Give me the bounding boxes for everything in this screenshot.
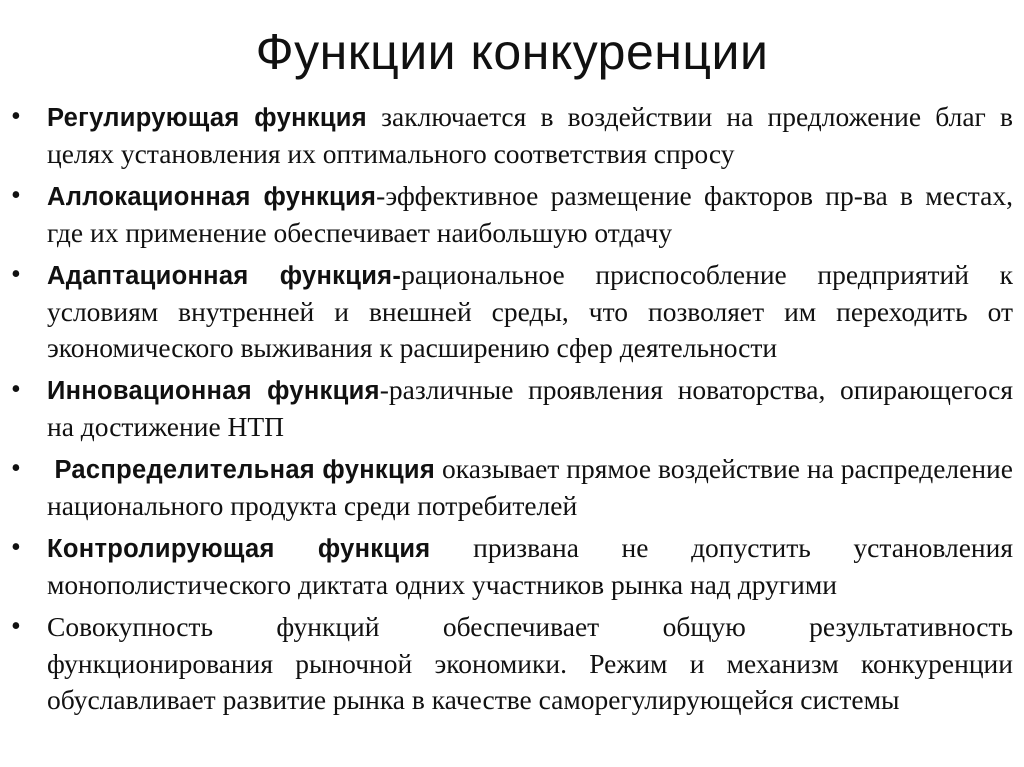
slide-title: Функции конкуренции [255, 24, 769, 80]
bullet-icon: • [11, 611, 21, 642]
function-description: призвана не допустить установления монополистического диктата одних участников рынка над другими [47, 532, 1014, 600]
function-term: Распределительная функция [47, 456, 436, 484]
bullet-icon: • [11, 101, 21, 132]
list-item-text [47, 530, 1013, 603]
bullet-list [0, 99, 1024, 724]
bullet-icon: • [11, 259, 21, 290]
bullet-icon: • [11, 180, 21, 211]
list-item-text [47, 178, 1013, 251]
summary-description: Совокупность функций обеспечивает общую результативность функционирования рыночной экономики. Режим и механизм конкуренции обуславливает развитие рынка в качестве саморегулирующейся системы [47, 611, 1013, 715]
list-item-text [47, 257, 1013, 366]
function-description: -различные проявления новаторства, опирающегося на достижение НТП [47, 374, 1013, 442]
list-item-text [47, 451, 1013, 524]
list-item-regulating [0, 99, 1024, 172]
function-term: Адаптационная функция- [47, 262, 402, 290]
list-item-allocation [0, 178, 1024, 251]
bullet-icon: • [11, 453, 21, 484]
function-term: Регулирующая функция [47, 104, 367, 132]
list-item-adaptation [0, 257, 1024, 366]
function-description: -эффективное размещение факторов пр-ва в местах, где их применение обеспечивает наибольшую отдачу [47, 180, 1013, 248]
function-term: Аллокационная функция [47, 183, 377, 211]
list-item-text [47, 99, 1013, 172]
list-item-text [47, 372, 1013, 445]
list-item-innovation [0, 372, 1024, 445]
list-item-summary [0, 609, 1024, 718]
bullet-icon: • [11, 374, 21, 405]
list-item-distribution [0, 451, 1024, 524]
bullet-icon: • [11, 532, 21, 563]
list-item-control [0, 530, 1024, 603]
function-description: заключается в воздействии на предложение благ в целях установления их оптимального соответствия спросу [47, 101, 1013, 169]
list-item-text [47, 609, 1013, 718]
function-term: Контролирующая функция [47, 535, 431, 563]
function-description: оказывает прямое воздействие на распределение национального продукта среди потребителей [47, 453, 1013, 521]
function-term: Инновационная функция [47, 377, 380, 405]
function-description: рациональное приспособление предприятий к условиям внутренней и внешней среды, что позволяет им переходить от экономического выживания к расширению сфер деятельности [47, 259, 1013, 363]
